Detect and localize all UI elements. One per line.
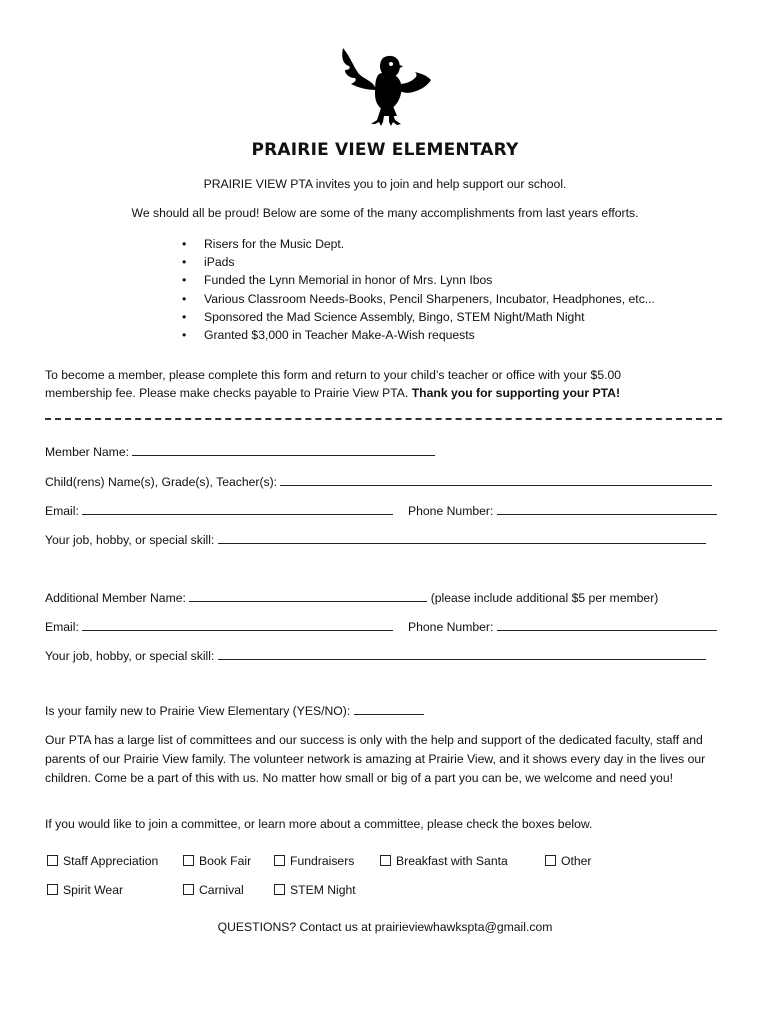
thanks-text: Thank you for supporting your PTA!: [411, 386, 621, 400]
new-family-label: Is your family new to Prairie View Elementary (YES/NO):: [45, 704, 351, 718]
membership-line2: [45, 386, 620, 400]
checkbox-label: Book Fair: [199, 854, 252, 868]
checkbox-fundraisers[interactable]: [274, 854, 354, 868]
invite-text: PRAIRIE VIEW PTA invites you to join and help support our school.: [203, 177, 567, 191]
checkbox-label: Staff Appreciation: [63, 854, 159, 868]
email-field[interactable]: [82, 503, 393, 515]
checkbox-breakfast-with-santa[interactable]: [380, 854, 508, 868]
email2-row: [45, 619, 393, 634]
new-family-field[interactable]: [354, 703, 424, 715]
checkbox-book-fair[interactable]: [183, 854, 251, 868]
member-name-field[interactable]: [132, 444, 435, 456]
list-item: • iPads: [182, 253, 655, 271]
checkbox-icon[interactable]: [47, 884, 58, 895]
checkbox-label: Fundraisers: [290, 854, 355, 868]
list-item: • Funded the Lynn Memorial in honor of Mrs. Lynn Ibos: [182, 271, 655, 289]
member-name-row: [45, 444, 435, 459]
children-field[interactable]: [280, 474, 712, 486]
proud-text: We should all be proud! Below are some of the many accomplishments from last years efforts.: [131, 206, 639, 220]
cut-line-divider: [45, 418, 722, 420]
job2-field[interactable]: [218, 648, 706, 660]
checkbox-other[interactable]: [545, 854, 591, 868]
membership-instructions: membership fee. Please make checks payable to Prairie View PTA.: [45, 386, 409, 400]
accomplishments-list: [182, 235, 655, 344]
list-item: • Sponsored the Mad Science Assembly, Bingo, STEM Night/Math Night: [182, 308, 655, 326]
checkbox-icon[interactable]: [545, 855, 556, 866]
phone2-label: Phone Number:: [408, 620, 494, 634]
children-row: [45, 474, 712, 489]
checkbox-icon[interactable]: [380, 855, 391, 866]
checkbox-icon[interactable]: [183, 855, 194, 866]
job-label: Your job, hobby, or special skill:: [45, 533, 215, 547]
email2-label: Email:: [45, 620, 79, 634]
job2-row: [45, 648, 706, 663]
checkbox-icon[interactable]: [274, 855, 285, 866]
checkbox-icon[interactable]: [274, 884, 285, 895]
checkbox-icon[interactable]: [183, 884, 194, 895]
membership-line1: To become a member, please complete this form and return to your child’s teacher or office with your $5.00: [45, 368, 622, 382]
checkbox-icon[interactable]: [47, 855, 58, 866]
member-name-label: Member Name:: [45, 445, 129, 459]
phone-field[interactable]: [497, 503, 717, 515]
additional-note: (please include additional $5 per member): [430, 591, 659, 605]
phone-label: Phone Number:: [408, 504, 494, 518]
additional-member-field[interactable]: [189, 590, 427, 602]
hawk-logo-icon: [337, 44, 433, 132]
phone2-field[interactable]: [497, 619, 717, 631]
phone-row: [408, 503, 717, 518]
email-label: Email:: [45, 504, 79, 518]
email2-field[interactable]: [82, 619, 393, 631]
list-item: • Risers for the Music Dept.: [182, 235, 655, 253]
committee-paragraph: Our PTA has a large list of committees and our success is only with the help and support of the dedicated faculty, staff and parents of our Prairie View family. The volunteer network is amazing at Prairie View, and it shows every day in the lives our children. Come be a part of this with us. No matter how small or big of a part you can be, we welcome and need you!: [45, 733, 706, 785]
children-label: Child(rens) Name(s), Grade(s), Teacher(s):: [45, 475, 278, 489]
new-family-row: [45, 703, 424, 718]
checkbox-label: STEM Night: [290, 883, 356, 897]
email-row: [45, 503, 393, 518]
questions-contact: QUESTIONS? Contact us at prairieviewhawkspta@gmail.com: [217, 920, 553, 934]
checkbox-label: Spirit Wear: [63, 883, 124, 897]
checkbox-carnival[interactable]: [183, 883, 244, 897]
phone2-row: [408, 619, 717, 634]
school-name: PRAIRIE VIEW ELEMENTARY: [251, 140, 519, 160]
committee-instruction: If you would like to join a committee, or learn more about a committee, please check the boxes below.: [45, 817, 593, 831]
checkbox-label: Breakfast with Santa: [396, 854, 508, 868]
job-field[interactable]: [218, 532, 706, 544]
checkbox-label: Other: [561, 854, 592, 868]
checkbox-staff-appreciation[interactable]: [47, 854, 158, 868]
list-item: • Various Classroom Needs-Books, Pencil Sharpeners, Incubator, Headphones, etc...: [182, 290, 655, 308]
checkbox-label: Carnival: [199, 883, 244, 897]
job-row: [45, 532, 706, 547]
additional-member-label: Additional Member Name:: [45, 591, 186, 605]
checkbox-spirit-wear[interactable]: [47, 883, 123, 897]
checkbox-stem-night[interactable]: [274, 883, 356, 897]
job2-label: Your job, hobby, or special skill:: [45, 649, 215, 663]
list-item: • Granted $3,000 in Teacher Make-A-Wish requests: [182, 326, 655, 344]
additional-member-row: [45, 590, 658, 605]
